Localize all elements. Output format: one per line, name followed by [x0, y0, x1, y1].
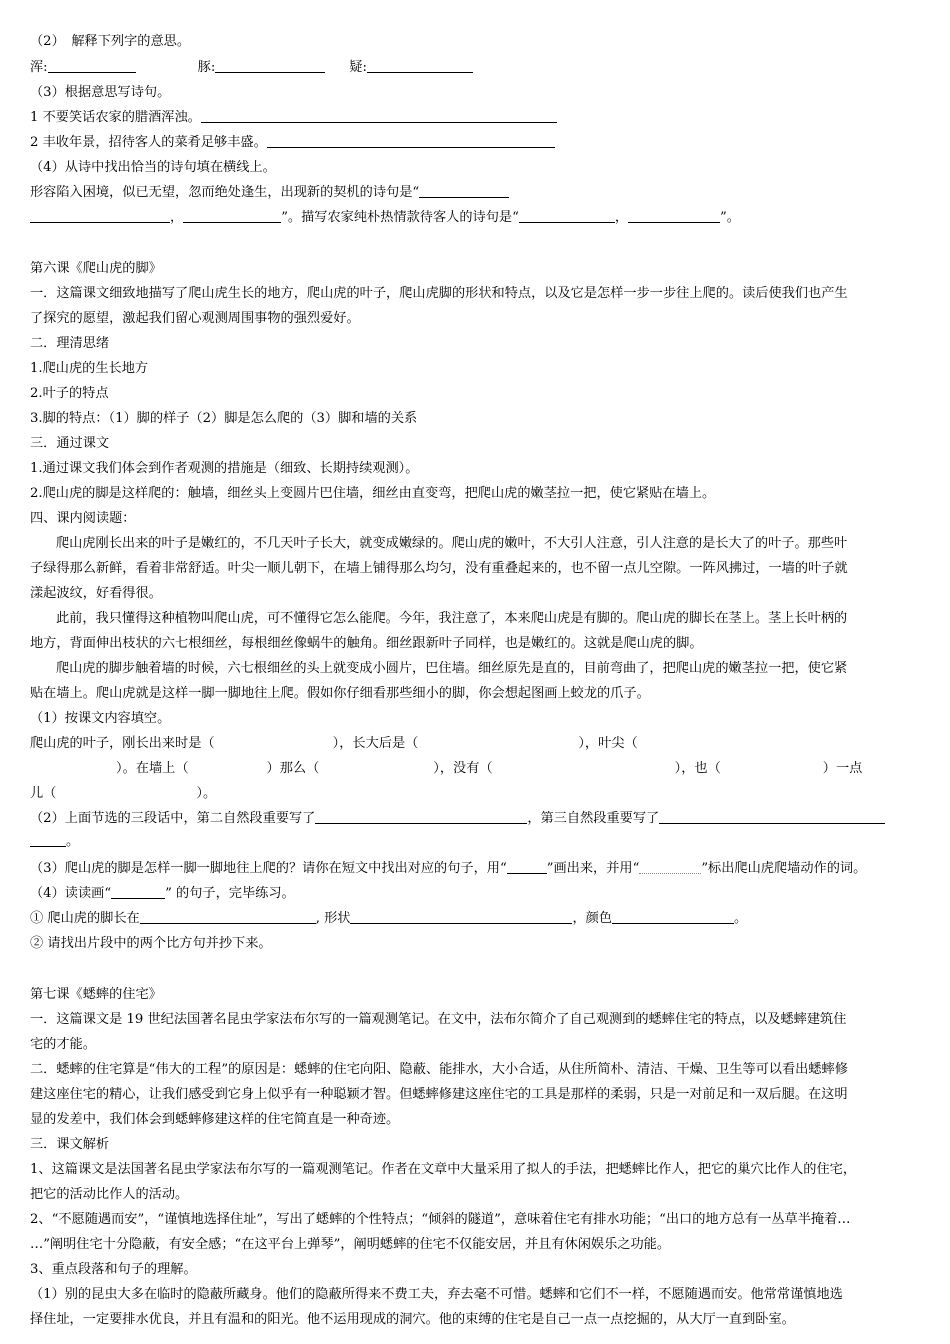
fill-line: ）。在墙上（ ）那么（ ），没有（ ），也（ ）一点: [116, 761, 863, 776]
word-label-hun: 浑:: [30, 60, 48, 75]
list-item: 2.爬山虎的脚是这样爬的：触墙，细丝头上变圆片巴住墙，细丝由直变弯，把爬山虎的嫩茎拉一把，使它紧贴在墙上。: [30, 486, 716, 501]
exercise-2-cont: 。: [30, 832, 79, 852]
answer-blank[interactable]: [201, 108, 557, 123]
paragraph-line: 建这座住宅的精心，让我们感受到它身上似乎有一种聪颖才智。但蟋蟀修建这座住宅的工具是那样的柔弱，只是一对前足和一双后腿。在这明: [30, 1087, 848, 1102]
list-item: 2.叶子的特点: [30, 386, 109, 401]
analysis-line: 2、“不愿随遇而安”，“谨慎地选择住址”，写出了蟋蟀的个性特点；“倾斜的隧道”，意味着住宅有排水功能；“出口的地方总有一丛草半掩着…: [30, 1212, 851, 1227]
underline-sample: [507, 859, 547, 874]
exercise-4: （4）读读画“ ” 的句子，完毕练习。: [30, 886, 295, 901]
section-heading: 三．通过课文: [30, 436, 110, 451]
analysis-line: …”阐明住宅十分隐蔽，有安全感；“在这平台上弹琴”，阐明蟋蟀的住宅不仅能安居，并且有休闲娱乐之功能。: [30, 1237, 671, 1252]
exercise-4-item-2: ② 请找出片段中的两个比方句并抄下来。: [30, 936, 272, 951]
analysis-line: 1、这篇课文是法国著名昆虫学家法布尔写的一篇观测笔记。作者在文章中大量采用了拟人的手法，把蟋蟀比作人，把它的巢穴比作人的住宅，: [30, 1162, 857, 1177]
answer-blank[interactable]: [350, 909, 572, 924]
answer-blank[interactable]: [183, 208, 281, 223]
paragraph-line: 二．蟋蟀的住宅算是“伟大的工程”的原因是：蟋蟀的住宅向阳、隐蔽、能排水，大小合适，从住所简朴、清洁、干燥、卫生等可以看出蟋蟀修: [30, 1062, 848, 1077]
answer-blank[interactable]: [315, 809, 527, 824]
list-item: 3.脚的特点：（1）脚的样子（2）脚是怎么爬的（3）脚和墙的关系: [30, 411, 418, 426]
reading-paragraph-2: 地方，背面伸出枝状的六七根细丝，每根细丝像蜗牛的触角。细丝跟新叶子同样，也是嫩红的。这就是爬山虎的脚。: [30, 636, 703, 651]
exercise-title: （1）按课文内容填空。: [30, 711, 171, 726]
poem-prompt-1: 1 不要笑话农家的腊酒浑浊。: [30, 108, 557, 128]
paragraph-line: 一．这篇课文细致地描写了爬山虎生长的地方，爬山虎的叶子，爬山虎脚的形状和特点，以及它是怎样一步一步往上爬的。读后使我们也产生: [30, 286, 848, 301]
paragraph-line: 一．这篇课文是 19 世纪法国著名昆虫学家法布尔写的一篇观测笔记。在文中，法布尔简介了自己观测到的蟋蟀住宅的特点，以及蟋蟀建筑住: [30, 1012, 847, 1027]
exercise-3: （3）爬山虎的脚是怎样一脚一脚地往上爬的？请你在短文中找出对应的句子，用“ ”画出来，并用“ ”标出爬山虎爬墙动作的词。: [30, 861, 867, 876]
analysis-line: 3、重点段落和句子的理解。: [30, 1262, 197, 1277]
analysis-line: 把它的活动比作人的活动。: [30, 1187, 189, 1202]
reading-paragraph-3: 贴在墙上。爬山虎就是这样一脚一脚地往上爬。假如你仔细看那些细小的脚，你会想起图画上蛟龙的爪子。: [30, 686, 650, 701]
answer-blank[interactable]: [48, 58, 136, 73]
lesson-7-title: 第七课《蟋蟀的住宅》: [30, 987, 162, 1002]
reading-paragraph-3: 爬山虎的脚步触着墙的时候，六七根细丝的头上就变成小圆片，巴住墙。细丝原先是直的，目前弯曲了，把爬山虎的嫩茎拉一把，使它紧: [56, 661, 848, 676]
answer-blank[interactable]: [612, 909, 734, 924]
question-2-title: （2） 解释下列字的意思。: [30, 34, 191, 49]
answer-blank[interactable]: [519, 208, 615, 223]
question-4-title: （4）从诗中找出恰当的诗句填在横线上。: [30, 160, 276, 175]
poem-prompt-2: 2 丰收年景，招待客人的菜肴足够丰盛。: [30, 133, 555, 153]
section-heading: 二．理清思绪: [30, 336, 110, 351]
list-item: 1.通过课文我们体会到作者观测的措施是（细致、长期持续观测）。: [30, 461, 419, 476]
answer-blank[interactable]: [628, 208, 720, 223]
section-heading: 三．课文解析: [30, 1137, 110, 1152]
answer-blank[interactable]: [267, 133, 555, 148]
paragraph-line: 显的发差中，我们体会到蟋蟀修建这样的住宅简直是一种奇迹。: [30, 1112, 400, 1127]
lesson-6-title: 第六课《爬山虎的脚》: [30, 261, 162, 276]
word-label-yi: 疑:: [349, 60, 367, 75]
fill-line-b: ， ”。描写农家纯朴热情款待客人的诗句是“ ， ”。: [30, 208, 740, 228]
analysis-line: 择住址，一定要排水优良，并且有温和的阳光。他不运用现成的洞穴。他的束缚的住宅是自己一点一点挖掘的，从大厅一直到卧室。: [30, 1312, 795, 1327]
reading-paragraph-1: 爬山虎刚长出来的叶子是嫩红的，不几天叶子长大，就变成嫩绿的。爬山虎的嫩叶，不大引人注意，引人注意的是长大了的叶子。那些叶: [56, 536, 848, 551]
question-3-title: （3）根据意思写诗句。: [30, 85, 171, 100]
list-item: 1.爬山虎的生长地方: [30, 361, 149, 376]
answer-blank[interactable]: [30, 208, 170, 223]
answer-blank[interactable]: [419, 183, 509, 198]
answer-blank[interactable]: [659, 809, 885, 824]
fill-line: 儿（ ）。: [30, 786, 217, 801]
reading-paragraph-1: 子绿得那么新鲜，看着非常舒适。叶尖一顺儿朝下，在墙上铺得那么均匀，没有重叠起来的，也不留一点儿空隙。一阵风拂过，一墙的叶子就: [30, 561, 848, 576]
underline-sample: [111, 884, 165, 899]
answer-blank[interactable]: [140, 909, 316, 924]
wavy-line-sample: [639, 861, 701, 874]
answer-blank[interactable]: [367, 58, 473, 73]
answer-blank[interactable]: [215, 58, 325, 73]
paragraph-line: 了探究的愿望，激起我们留心观测周围事物的强烈爱好。: [30, 311, 360, 326]
word-label-tun: 豚:: [197, 60, 216, 75]
reading-paragraph-1: 漾起波纹，好看得很。: [30, 586, 162, 601]
section-heading: 四、课内阅读题：: [30, 511, 136, 526]
fill-line-a: 形容陷入困境，似已无望，忽而绝处逢生，出现新的契机的诗句是“: [30, 183, 509, 203]
exercise-4-item-1: ① 爬山虎的脚长在 , 形状 ，颜色 。: [30, 911, 748, 926]
fill-line: 爬山虎的叶子，刚长出来时是（ ），长大后是（ ），叶尖（: [30, 736, 638, 751]
reading-paragraph-2: 此前，我只懂得这种植物叫爬山虎，可不懂得它怎么能爬。今年，我注意了，本来爬山虎是有脚的。爬山虎的脚长在茎上。茎上长叶柄的: [56, 611, 848, 626]
exercise-2: （2）上面节选的三段话中，第二自然段重要写了 ，第三自然段重要写了: [30, 809, 885, 829]
paragraph-line: 宅的才能。: [30, 1037, 96, 1052]
analysis-line: （1）别的昆虫大多在临时的隐蔽所藏身。他们的隐蔽所得来不费工夫，弃去毫不可惜。蟋蟀和它们不一样，不愿随遇而安。他常常谨慎地选: [30, 1287, 843, 1302]
answer-blank[interactable]: [30, 832, 66, 847]
word-meaning-row: [30, 58, 473, 78]
